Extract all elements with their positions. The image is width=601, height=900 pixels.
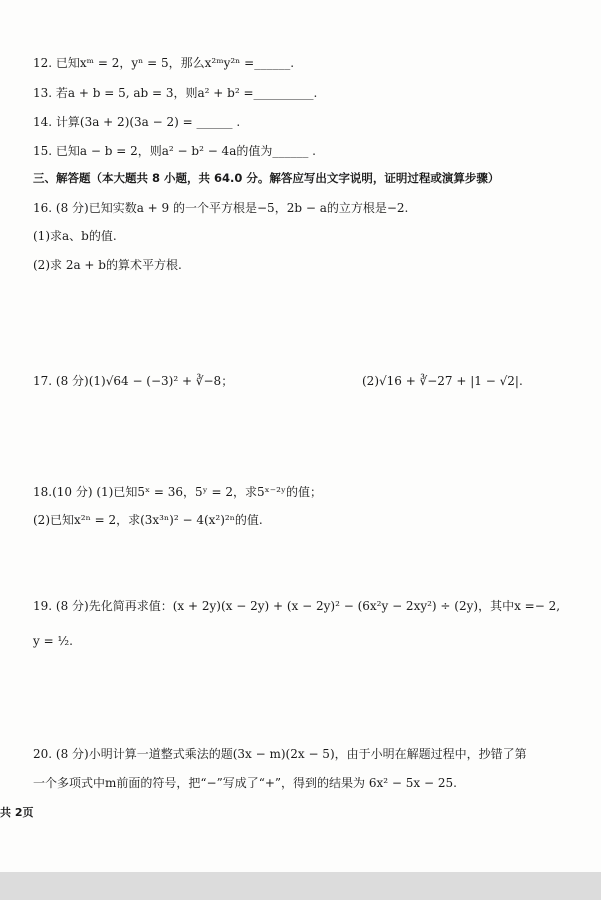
question-20-continued: 一个多项式中m前面的符号，把“−”写成了“+”，得到的结果为 6x² − 5x − 25.: [33, 776, 457, 790]
question-17-part-2: (2)√16 + ∛−27 + |1 − √2|.: [362, 374, 523, 388]
question-15: 15. 已知a − b = 2，则a² − b² − 4a的值为______ .: [33, 144, 316, 158]
question-13: 13. 若a + b = 5, ab = 3，则a² + b² =__________.: [33, 86, 318, 100]
question-12: 12. 已知xᵐ = 2，yⁿ = 5，那么x²ᵐy²ⁿ =______.: [33, 56, 295, 70]
scan-edge-strip: [0, 872, 601, 900]
question-16: 16. (8 分)已知实数a + 9 的一个平方根是−5，2b − a的立方根是−2.: [33, 201, 409, 215]
question-16-part-1: (1)求a、b的值.: [33, 229, 117, 243]
question-20: 20. (8 分)小明计算一道整式乘法的题(3x − m)(2x − 5)，由于小明在解题过程中，抄错了第: [33, 747, 527, 761]
question-19-condition: y = ½.: [33, 634, 73, 648]
question-16-part-2: (2)求 2a + b的算术平方根.: [33, 258, 182, 272]
question-17-part-1: 17. (8 分)(1)√64 − (−3)² + ∛−8；: [33, 374, 234, 388]
question-18-part-1: 18.(10 分) (1)已知5ˣ = 36，5ʸ = 2，求5ˣ⁻²ʸ的值；: [33, 485, 322, 499]
question-19: 19. (8 分)先化简再求值：(x + 2y)(x − 2y) + (x − 2y)² − (6x²y − 2xy²) ÷ (2y)，其中x =− 2,: [33, 599, 561, 613]
page-count-label: 共 2页: [0, 806, 34, 819]
question-18-part-2: (2)已知x²ⁿ = 2，求(3x³ⁿ)² − 4(x²)²ⁿ的值.: [33, 513, 263, 527]
section-heading-3: 三、解答题（本大题共 8 小题，共 64.0 分。解答应写出文字说明，证明过程或演算步骤）: [33, 171, 500, 185]
question-14: 14. 计算(3a + 2)(3a − 2) = ______ .: [33, 115, 241, 129]
